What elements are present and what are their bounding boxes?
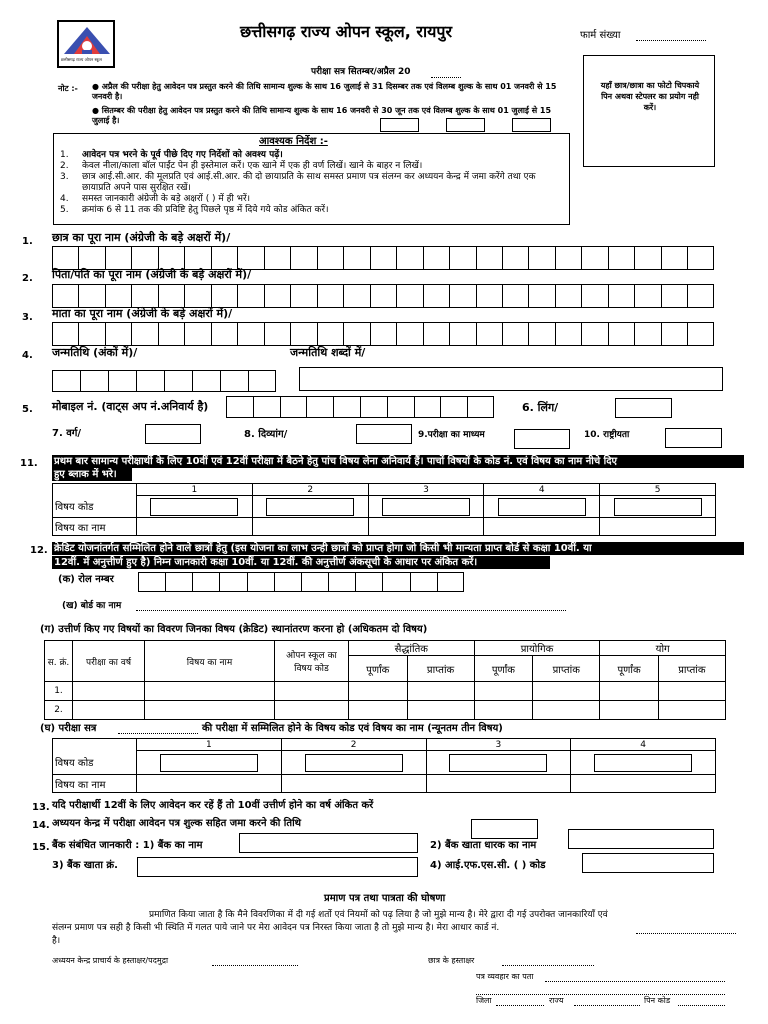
q-number: 3. [22, 312, 33, 323]
photo-instructions: यहाँ छात्र/छात्रा का फोटो चिपकाये पिन अथवा स्टेपलर का प्रयोग नही करें। [600, 81, 700, 112]
char-cell[interactable] [360, 396, 387, 418]
student-signature-label: छात्र के हस्ताक्षर [428, 956, 475, 965]
subject-code-cell[interactable] [571, 751, 716, 775]
subject-name-cell[interactable] [368, 518, 484, 536]
char-cell[interactable] [290, 246, 316, 270]
subject-code-cell[interactable] [137, 751, 282, 775]
gh-suffix: की परीक्षा में सम्मिलित होने के विषय कोड एवं विषय का नाम (न्यूनतम तीन विषय) [202, 723, 503, 734]
char-cell[interactable] [661, 322, 687, 346]
account-holder-label: 2) बैंक खाता धारक का नाम [430, 840, 537, 851]
session-box-3[interactable] [512, 118, 551, 132]
subject-code-cell[interactable] [252, 496, 368, 518]
disability-label: 8. दिव्यांग/ [244, 429, 288, 440]
pin-label: पिन कोड [644, 996, 671, 1005]
note-list: ● अप्रैल की परीक्षा हेतु आवेदन पत्र प्रस्तुत करने की तिथि सामान्य शुल्क के साथ 16 जुलाई से 31 दिसम्बर तक एवं विलम्ब शुल्क के साथ 01 जनवरी से 15 जनवरी है। ● सितम्बर की परीक्षा हेतु आवेदन पत्र प्रस्तुत करने की तिथि सामान्य शुल्क के साथ 16 जनवरी से 30 जून तक एवं विलम्ब शुल्क के साथ 01 जुलाई से 15 जुलाई है। [92, 82, 557, 125]
bank-name-field[interactable] [239, 833, 418, 853]
medium-label: 9.परीक्षा का माध्यम [418, 430, 485, 440]
declaration-title: प्रमाण पत्र तथा पात्रता की घोषणा [324, 893, 446, 904]
char-cell[interactable] [608, 284, 634, 308]
char-cell[interactable] [555, 246, 581, 270]
ifsc-label: 4) आई.एफ.एस.सी. ( ) कोड [430, 860, 546, 871]
mother-name-cells[interactable] [52, 322, 714, 346]
credit-transfer-title: (ग) उत्तीर्ण किए गए विषयों का विवरण जिनका विषय (क्रेडिट) स्थानांतरण करना हो (अधिकतम दो विषय) [40, 624, 428, 635]
char-cell[interactable] [52, 370, 80, 392]
char-cell[interactable] [184, 322, 210, 346]
char-cell[interactable] [301, 572, 328, 592]
session-box-1[interactable] [380, 118, 419, 132]
account-number-label: 3) बैंक खाता क्रं. [52, 860, 118, 871]
submission-date-field[interactable] [471, 819, 538, 839]
mobile-cells[interactable] [226, 396, 494, 418]
char-cell[interactable] [136, 370, 164, 392]
char-cell[interactable] [502, 284, 528, 308]
roll-number-cells[interactable] [138, 572, 464, 592]
char-cell[interactable] [661, 284, 687, 308]
char-cell[interactable] [555, 284, 581, 308]
char-cell[interactable] [192, 370, 220, 392]
char-cell[interactable] [333, 396, 360, 418]
declaration-line-2: संलग्न प्रमाण पत्र सही है किसी भी स्थिति में गलत पाये जाने पर मेरा आवेदन पत्र निरस्त किया जाता है तो मुझे मान्य है। मेरा आधार कार्ड नं. [52, 923, 500, 933]
char-cell[interactable] [219, 572, 246, 592]
session-year-field[interactable] [431, 77, 461, 78]
account-holder-field[interactable] [568, 829, 714, 849]
instructions-title: आवश्यक निर्देश :- [259, 136, 328, 147]
mobile-label: मोबाइल नं. (वाट्स अप नं.अनिवार्य है) [52, 400, 209, 413]
subject-name-cell[interactable] [137, 518, 253, 536]
char-cell[interactable] [328, 572, 355, 592]
char-cell[interactable] [528, 284, 554, 308]
col-header: स. क्रं. [45, 641, 73, 682]
dob-digits-label: जन्मतिथि (अंकों में)/ [52, 346, 138, 359]
col-header: सैद्धांतिक [349, 641, 475, 656]
col-header: 2 [252, 484, 368, 496]
char-cell[interactable] [370, 322, 396, 346]
char-cell[interactable] [317, 284, 343, 308]
char-cell[interactable] [581, 284, 607, 308]
col-header: 5 [600, 484, 716, 496]
char-cell[interactable] [158, 246, 184, 270]
subject-code-cell[interactable] [281, 751, 426, 775]
char-cell[interactable] [423, 284, 449, 308]
char-cell[interactable] [440, 396, 467, 418]
q-number: 12. [30, 545, 48, 556]
state-field[interactable] [574, 1005, 640, 1006]
student-signature-field[interactable] [502, 965, 594, 966]
col-subheader: पूर्णांक [600, 656, 659, 682]
char-cell[interactable] [220, 370, 248, 392]
instruction-item: 1. आवेदन पत्र भरने के पूर्व पीछे दिए गए निर्देशों को अवश्य पढ़ें। [60, 150, 283, 160]
char-cell[interactable] [661, 246, 687, 270]
char-cell[interactable] [52, 284, 78, 308]
char-cell[interactable] [306, 396, 333, 418]
char-cell[interactable] [634, 322, 660, 346]
subject-code-cell[interactable] [484, 496, 600, 518]
subject-name-cell[interactable] [281, 775, 426, 793]
session-box-2[interactable] [446, 118, 485, 132]
col-subheader: प्राप्तांक [533, 656, 600, 682]
father-name-cells[interactable] [52, 284, 714, 308]
roll-number-label: (क) रोल नम्बर [58, 574, 114, 585]
char-cell[interactable] [264, 246, 290, 270]
col-subheader: पूर्णांक [349, 656, 408, 682]
char-cell[interactable] [78, 284, 104, 308]
section11-banner: प्रथम बार सामान्य परीक्षार्थी के लिए 10वीं एवं 12वीं परीक्षा में बैठने हेतु पांच विषय लेना अनिवार्य हैं। पाचों विषयों के कोड नं. एवं विषय का नाम नीचे दिए [52, 455, 744, 468]
char-cell[interactable] [343, 246, 369, 270]
note-label: नोट :- [58, 84, 78, 93]
char-cell[interactable] [274, 572, 301, 592]
char-cell[interactable] [396, 246, 422, 270]
char-cell[interactable] [608, 246, 634, 270]
state-label: राज्य [549, 996, 564, 1005]
col-header: विषय का नाम [145, 641, 275, 682]
photo-box[interactable] [583, 55, 715, 167]
char-cell[interactable] [437, 572, 464, 592]
char-cell[interactable] [396, 284, 422, 308]
char-cell[interactable] [581, 246, 607, 270]
char-cell[interactable] [449, 322, 475, 346]
board-name-field[interactable] [136, 610, 566, 611]
medium-field[interactable] [514, 429, 570, 449]
char-cell[interactable] [317, 322, 343, 346]
gh-prefix: (घ) परीक्षा सत्र [40, 723, 97, 734]
char-cell[interactable] [687, 246, 713, 270]
col-header: परीक्षा का वर्ष [73, 641, 145, 682]
q-number: 4. [22, 350, 33, 361]
address-field[interactable] [545, 981, 725, 982]
col-subheader: प्राप्तांक [407, 656, 474, 682]
char-cell[interactable] [192, 572, 219, 592]
subject-name-cell[interactable] [426, 775, 571, 793]
section12-banner: क्रेडिट योजनांतर्गत सम्मिलित होने वाले छात्रों हेतु (इस योजना का लाभ उन्ही छात्रों को प्राप्त होगा जो किसी भी मान्यता प्राप्त बोर्ड से कक्षा 10वीं. या [52, 542, 744, 555]
char-cell[interactable] [449, 246, 475, 270]
char-cell[interactable] [264, 322, 290, 346]
gender-label: 6. लिंग/ [522, 401, 559, 414]
char-cell[interactable] [423, 246, 449, 270]
char-cell[interactable] [78, 246, 104, 270]
subject-code-label: विषय कोड [53, 751, 137, 775]
char-cell[interactable] [343, 284, 369, 308]
char-cell[interactable] [387, 396, 414, 418]
subject-name-cell[interactable] [484, 518, 600, 536]
category-label: 7. वर्ग/ [52, 428, 82, 439]
char-cell[interactable] [410, 572, 437, 592]
col-subheader: प्राप्तांक [658, 656, 725, 682]
char-cell[interactable] [502, 246, 528, 270]
char-cell[interactable] [164, 370, 192, 392]
char-cell[interactable] [211, 246, 237, 270]
bank-name-label: बैंक संबंधित जानकारी : 1) बैंक का नाम [52, 840, 203, 851]
gh-session-field[interactable] [118, 733, 198, 734]
char-cell[interactable] [158, 322, 184, 346]
declaration-line-3: है। [52, 936, 61, 946]
char-cell[interactable] [290, 322, 316, 346]
subject-code-label: विषय कोड [53, 496, 137, 518]
principal-signature-field[interactable] [212, 965, 298, 966]
instruction-item: 5. क्रमांक 6 से 11 तक की प्रविष्टि हेतु पिछले पृष्ठ में दिये गये कोड अंकित करें। [60, 205, 329, 215]
dob-words-field[interactable] [299, 367, 723, 391]
char-cell[interactable] [687, 284, 713, 308]
subject-code-cell[interactable] [368, 496, 484, 518]
char-cell[interactable] [317, 246, 343, 270]
char-cell[interactable] [226, 396, 253, 418]
subject-table-11 [52, 483, 716, 536]
q13-label: यदि परीक्षार्थी 12वीं के लिए आवेदन कर रहें हैं तो 10वीं उत्तीर्ण होने का वर्ष अंकित करें [52, 800, 374, 811]
account-number-field[interactable] [137, 857, 418, 877]
board-name-label: (ख) बोर्ड का नाम [62, 601, 122, 611]
col-header: ओपन स्कूल का विषय कोड [275, 641, 349, 682]
category-field[interactable] [145, 424, 201, 444]
q-number: 5. [22, 404, 33, 415]
session-label: परीक्षा सत्र सितम्बर/अप्रैल 20 [311, 67, 411, 77]
district-field[interactable] [496, 1005, 544, 1006]
address-label: पत्र व्यवहार का पता [476, 972, 534, 981]
nationality-label: 10. राष्ट्रीयता [584, 430, 630, 440]
dob-words-label: जन्मतिथि शब्दों में/ [290, 346, 366, 359]
char-cell[interactable] [476, 246, 502, 270]
subject-name-cell[interactable] [252, 518, 368, 536]
char-cell[interactable] [237, 284, 263, 308]
subject-code-cell[interactable] [137, 496, 253, 518]
char-cell[interactable] [687, 322, 713, 346]
char-cell[interactable] [264, 284, 290, 308]
char-cell[interactable] [80, 370, 108, 392]
col-subheader: पूर्णांक [474, 656, 533, 682]
q14-label: अध्ययन केन्द्र में परीक्षा आवेदन पत्र शुल्क सहित जमा करने की तिथि [52, 818, 302, 829]
subject-name-cell[interactable] [137, 775, 282, 793]
char-cell[interactable] [370, 284, 396, 308]
mother-name-label: माता का पूरा नाम (अंग्रेजी के बड़े अक्षरों में)/ [52, 307, 233, 320]
char-cell[interactable] [78, 322, 104, 346]
subject-name-cell[interactable] [571, 775, 716, 793]
disability-field[interactable] [356, 424, 412, 444]
student-name-cells[interactable] [52, 246, 714, 270]
col-header: 3 [368, 484, 484, 496]
char-cell[interactable] [131, 322, 157, 346]
char-cell[interactable] [634, 246, 660, 270]
char-cell[interactable] [52, 322, 78, 346]
district-label: जिला [476, 996, 492, 1005]
q-number: 13. [32, 802, 50, 813]
gender-field[interactable] [615, 398, 672, 418]
char-cell[interactable] [237, 322, 263, 346]
credit-table [44, 640, 726, 720]
principal-signature-label: अध्ययन केन्द्र प्राचार्य के हस्ताक्षर/पदमुद्रा [52, 956, 169, 965]
char-cell[interactable] [165, 572, 192, 592]
ifsc-field[interactable] [582, 853, 714, 873]
char-cell[interactable] [280, 396, 307, 418]
char-cell[interactable] [414, 396, 441, 418]
char-cell[interactable] [105, 246, 131, 270]
nationality-field[interactable] [665, 428, 722, 448]
instructions-box [53, 133, 570, 225]
q-number: 1. [22, 236, 33, 247]
table-row: 1. [45, 682, 726, 701]
q-number: 2. [22, 273, 33, 284]
char-cell[interactable] [528, 322, 554, 346]
char-cell[interactable] [370, 246, 396, 270]
section12-banner-2: 12वीं. में अनुत्तीर्ण हुए है) निम्न जानकारी कक्षा 10वीं. या 12वीं. की अनुत्तीर्ण अंकसूची के आधार पर अंकित करें। [52, 556, 550, 569]
char-cell[interactable] [105, 322, 131, 346]
col-header: प्रायोगिक [474, 641, 600, 656]
instruction-item: 3. छात्र आई.सी.आर. की मूलप्रति एवं आई.सी.आर. की दो छायाप्रति के साथ समस्त प्रमाण पत्र संलग्न कर अध्ययन केन्द्र में जमा करेंगे तथा एक छायाप्रति अपने पास सुरक्षित रखें। [60, 172, 536, 193]
subject-name-label: विषय का नाम [53, 518, 137, 536]
char-cell[interactable] [158, 284, 184, 308]
char-cell[interactable] [528, 246, 554, 270]
char-cell[interactable] [423, 322, 449, 346]
page-title: छत्तीसगढ़ राज्य ओपन स्कूल, रायपुर [240, 22, 453, 41]
q-number: 15. [32, 842, 50, 853]
char-cell[interactable] [634, 284, 660, 308]
logo-text: छत्तीसगढ़ राज्य ओपन स्कूल [61, 57, 102, 62]
aadhar-field[interactable] [636, 933, 736, 934]
q-number: 11. [20, 458, 38, 469]
father-name-label: पिता/पति का पूरा नाम (अंग्रेजी के बड़े अक्षरों में)/ [52, 268, 252, 281]
char-cell[interactable] [382, 572, 409, 592]
logo-emblem-icon [60, 24, 114, 56]
char-cell[interactable] [476, 322, 502, 346]
char-cell[interactable] [581, 322, 607, 346]
char-cell[interactable] [105, 284, 131, 308]
address-field-2[interactable] [476, 994, 725, 995]
table-row: 2. [45, 701, 726, 720]
subject-table-gh [52, 738, 716, 793]
logo [57, 20, 115, 68]
char-cell[interactable] [131, 246, 157, 270]
col-header: योग [600, 641, 726, 656]
char-cell[interactable] [108, 370, 136, 392]
declaration-line-1: प्रमाणित किया जाता है कि मैने विवरणिका में दी गई शर्तो एवं नियमों को पढ़ लिया है जो मुझे मान्य है। मेरे द्वारा दी गई उपरोक्त जानकारियाँ एवं [149, 910, 608, 920]
instruction-item: 4. समस्त जानकारी अंग्रेजी के बड़े अक्षरों ( ) में ही भरें। [60, 194, 251, 204]
student-name-label: छात्र का पूरा नाम (अंग्रेजी के बड़े अक्षरों में)/ [52, 231, 231, 244]
char-cell[interactable] [52, 246, 78, 270]
pin-field[interactable] [678, 1005, 725, 1006]
char-cell[interactable] [138, 572, 165, 592]
char-cell[interactable] [247, 572, 274, 592]
section11-banner-2: हुए ब्लाक में भरे। [52, 468, 132, 481]
char-cell[interactable] [608, 322, 634, 346]
char-cell[interactable] [184, 284, 210, 308]
subject-name-cell[interactable] [600, 518, 716, 536]
form-number-label: फार्म संख्या [580, 30, 621, 41]
char-cell[interactable] [343, 322, 369, 346]
col-header: 2 [281, 739, 426, 751]
subject-code-cell[interactable] [600, 496, 716, 518]
col-header: 1 [137, 739, 282, 751]
dob-digits-cells[interactable] [52, 370, 276, 392]
subject-code-cell[interactable] [426, 751, 571, 775]
char-cell[interactable] [396, 322, 422, 346]
char-cell[interactable] [184, 246, 210, 270]
char-cell[interactable] [467, 396, 494, 418]
subject-name-label: विषय का नाम [53, 775, 137, 793]
char-cell[interactable] [211, 284, 237, 308]
char-cell[interactable] [253, 396, 280, 418]
form-number-field[interactable] [636, 40, 706, 41]
char-cell[interactable] [237, 246, 263, 270]
instruction-item: 2. केवल नीला/काला बॉल पाईंट पेन ही इस्तेमाल करें। एक खाने में एक ही वर्ण लिखें। खाने के बाहर न लिखें। [60, 161, 423, 171]
char-cell[interactable] [555, 322, 581, 346]
char-cell[interactable] [449, 284, 475, 308]
q-number: 14. [32, 820, 50, 831]
char-cell[interactable] [502, 322, 528, 346]
char-cell[interactable] [131, 284, 157, 308]
char-cell[interactable] [248, 370, 276, 392]
char-cell[interactable] [211, 322, 237, 346]
char-cell[interactable] [290, 284, 316, 308]
char-cell[interactable] [355, 572, 382, 592]
col-header: 3 [426, 739, 571, 751]
col-header: 1 [137, 484, 253, 496]
char-cell[interactable] [476, 284, 502, 308]
col-header: 4 [484, 484, 600, 496]
col-header: 4 [571, 739, 716, 751]
